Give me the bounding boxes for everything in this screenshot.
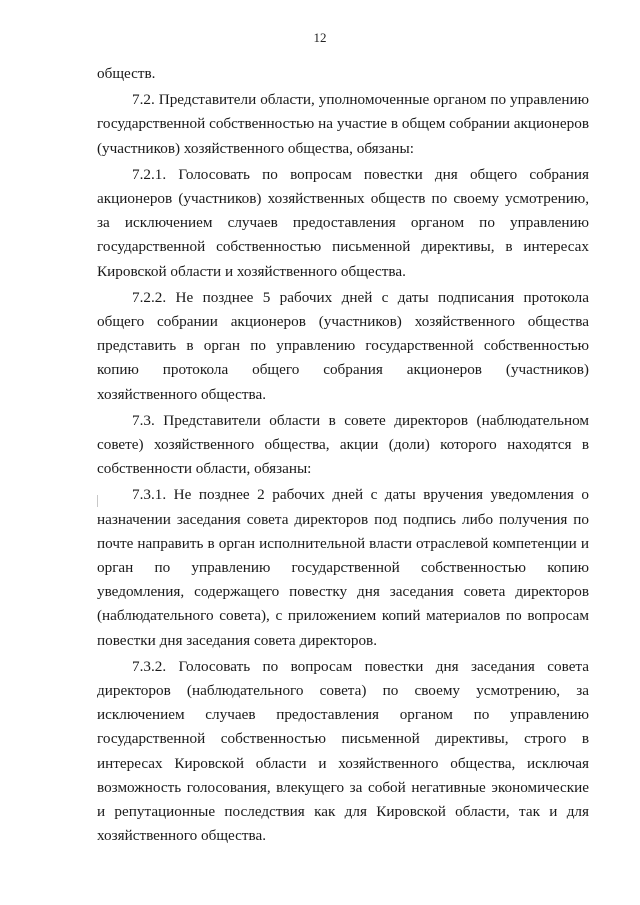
scan-margin-mark bbox=[97, 495, 98, 507]
document-body bbox=[97, 62, 589, 849]
paragraph-7-3-1: 7.3.1. Не позднее 2 рабочих дней с даты вручения уведомления о назначении заседания совета директоров под подпись либо получения по почте направить в орган исполнительной власти отраслевой компетенции и орган по управлению государственной собственностью копию уведомления, содержащего повестку дня заседания совета директоров (наблюдательного совета), с приложением копий материалов по вопросам повестки дня заседания совета директоров. bbox=[97, 486, 589, 649]
paragraph-continuation: обществ. bbox=[97, 65, 156, 82]
paragraph-7-2: 7.2. Представители области, уполномоченные органом по управлению государственной собственностью на участие в общем собрании акционеров (участников) хозяйственного общества, обязаны: bbox=[97, 91, 589, 157]
paragraph-7-2-2: 7.2.2. Не позднее 5 рабочих дней с даты подписания протокола общего собрании акционеров (участников) хозяйственного общества представить в орган по управлению государственной собственностью копию протокола общего собрания акционеров (участников) хозяйственного общества. bbox=[97, 288, 589, 403]
paragraph-7-3: 7.3. Представители области в совете директоров (наблюдательном совете) хозяйственного общества, акции (доли) которого находятся в собственности области, обязаны: bbox=[97, 411, 589, 478]
paragraph-7-3-2: 7.3.2. Голосовать по вопросам повестки дня заседания совета директоров (наблюдательного совета) по своему усмотрению, за исключением случаев предоставления органом по управлению государственной собственностью письменной директивы, строго в интересах Кировской области и хозяйственного общества, исключая возможность голосования, влекущего за собой негативные экономические и репутационные последствия как для Кировской области, так и для хозяйственного общества. bbox=[97, 657, 589, 845]
page-number: 12 bbox=[313, 30, 327, 45]
paragraph-7-2-1: 7.2.1. Голосовать по вопросам повестки дня общего собрания акционеров (участников) хозяйственных обществ по своему усмотрению, за исключением случаев предоставления органом по управлению государственной собственностью письменной директивы, в интересах Кировской области и хозяйственного общества. bbox=[97, 165, 589, 280]
